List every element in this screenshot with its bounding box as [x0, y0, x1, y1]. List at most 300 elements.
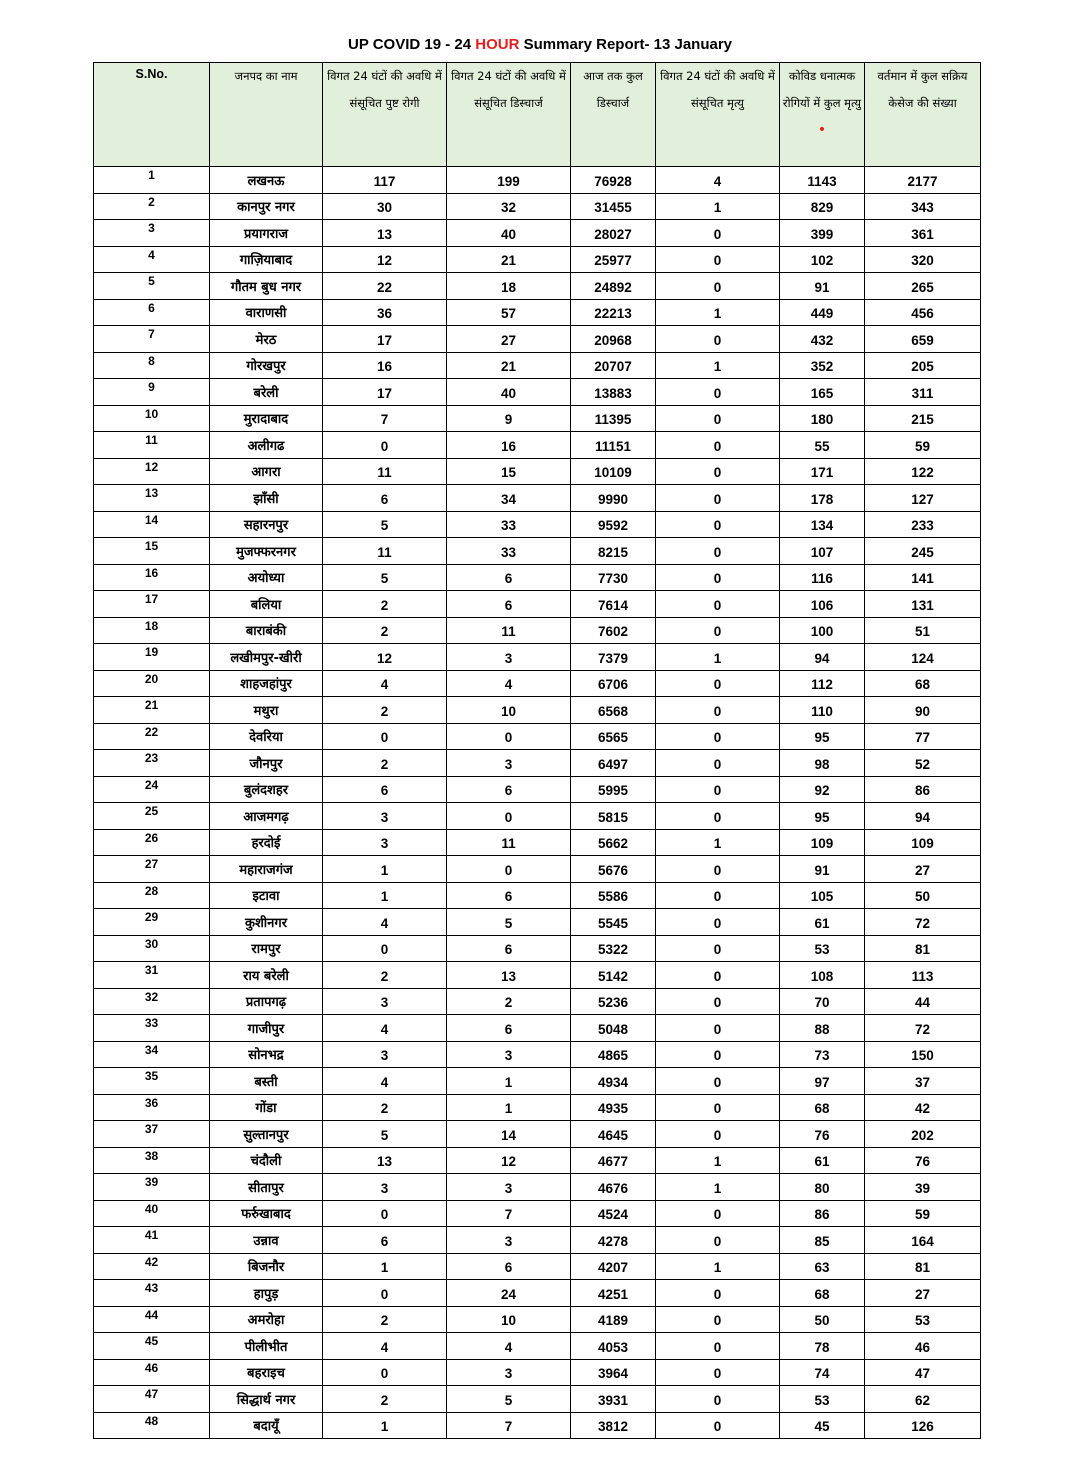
- cell-total-discharged: 5662: [571, 829, 656, 856]
- table-row: [94, 1386, 981, 1413]
- table-row: [94, 1015, 981, 1042]
- cell-active-cases: 150: [865, 1041, 981, 1068]
- cell-new-cases: 1: [323, 882, 447, 909]
- cell-deaths-24h: 1: [656, 1174, 780, 1201]
- cell-deaths-24h: 0: [656, 432, 780, 459]
- cell-district: फर्रुखाबाद: [210, 1200, 323, 1227]
- table-row: [94, 1280, 981, 1307]
- cell-deaths-24h: 0: [656, 697, 780, 724]
- cell-discharged-24h: 34: [447, 485, 571, 512]
- cell-new-cases: 3: [323, 988, 447, 1015]
- cell-discharged-24h: 3: [447, 1359, 571, 1386]
- cell-deaths-24h: 0: [656, 458, 780, 485]
- cell-discharged-24h: 199: [447, 167, 571, 194]
- cell-total-discharged: 4278: [571, 1227, 656, 1254]
- cell-district: इटावा: [210, 882, 323, 909]
- cell-total-discharged: 7614: [571, 591, 656, 618]
- title-part-3: Summary Report- 13 January: [519, 36, 733, 53]
- cell-sno: 9: [94, 379, 210, 406]
- cell-new-cases: 0: [323, 723, 447, 750]
- table-row: [94, 458, 981, 485]
- cell-district: झाँसी: [210, 485, 323, 512]
- table-row: [94, 829, 981, 856]
- cell-new-cases: 3: [323, 803, 447, 830]
- cell-deaths-24h: 0: [656, 776, 780, 803]
- cell-sno: 21: [94, 697, 210, 724]
- cell-district: आगरा: [210, 458, 323, 485]
- cell-sno: 19: [94, 644, 210, 671]
- cell-discharged-24h: 27: [447, 326, 571, 353]
- cell-active-cases: 72: [865, 909, 981, 936]
- table-row: [94, 962, 981, 989]
- cell-district: मुरादाबाद: [210, 405, 323, 432]
- cell-total-deaths: 70: [780, 988, 865, 1015]
- cell-sno: 33: [94, 1015, 210, 1042]
- cell-active-cases: 202: [865, 1121, 981, 1148]
- cell-sno: 25: [94, 803, 210, 830]
- cell-active-cases: 311: [865, 379, 981, 406]
- cell-total-discharged: 4053: [571, 1333, 656, 1360]
- cell-district: अमरोहा: [210, 1306, 323, 1333]
- cell-sno: 42: [94, 1253, 210, 1280]
- cell-total-deaths: 108: [780, 962, 865, 989]
- cell-deaths-24h: 0: [656, 485, 780, 512]
- cell-sno: 47: [94, 1386, 210, 1413]
- cell-total-discharged: 11151: [571, 432, 656, 459]
- cell-total-deaths: 95: [780, 803, 865, 830]
- cell-sno: 35: [94, 1068, 210, 1095]
- cell-new-cases: 2: [323, 617, 447, 644]
- cell-new-cases: 4: [323, 1333, 447, 1360]
- cell-total-discharged: 4677: [571, 1147, 656, 1174]
- cell-discharged-24h: 5: [447, 909, 571, 936]
- header-discharged-24h: विगत 24 घंटों की अवधि में संसूचित डिस्चार्ज: [447, 63, 571, 167]
- cell-discharged-24h: 16: [447, 432, 571, 459]
- cell-total-deaths: 53: [780, 935, 865, 962]
- cell-district: रामपुर: [210, 935, 323, 962]
- table-row: [94, 564, 981, 591]
- cell-total-deaths: 399: [780, 220, 865, 247]
- cell-sno: 3: [94, 220, 210, 247]
- cell-total-deaths: 102: [780, 246, 865, 273]
- cell-discharged-24h: 3: [447, 1227, 571, 1254]
- cell-total-deaths: 95: [780, 723, 865, 750]
- cell-new-cases: 11: [323, 538, 447, 565]
- header-deaths-24h: विगत 24 घंटों की अवधि में संसूचित मृत्यु: [656, 63, 780, 167]
- cell-active-cases: 320: [865, 246, 981, 273]
- cell-total-discharged: 6497: [571, 750, 656, 777]
- cell-district: सिद्धार्थ नगर: [210, 1386, 323, 1413]
- cell-new-cases: 4: [323, 1068, 447, 1095]
- cell-district: गौतम बुध नगर: [210, 273, 323, 300]
- cell-total-deaths: 165: [780, 379, 865, 406]
- cell-new-cases: 117: [323, 167, 447, 194]
- cell-total-discharged: 7602: [571, 617, 656, 644]
- table-row: [94, 432, 981, 459]
- cell-district: महाराजगंज: [210, 856, 323, 883]
- cell-discharged-24h: 18: [447, 273, 571, 300]
- cell-active-cases: 164: [865, 1227, 981, 1254]
- cell-discharged-24h: 10: [447, 697, 571, 724]
- cell-total-discharged: 4207: [571, 1253, 656, 1280]
- cell-total-discharged: 5586: [571, 882, 656, 909]
- cell-district: मेरठ: [210, 326, 323, 353]
- cell-active-cases: 59: [865, 1200, 981, 1227]
- cell-total-deaths: 107: [780, 538, 865, 565]
- title-hour-highlight: HOUR: [475, 36, 520, 53]
- cell-sno: 15: [94, 538, 210, 565]
- cell-active-cases: 53: [865, 1306, 981, 1333]
- cell-district: उन्नाव: [210, 1227, 323, 1254]
- cell-total-deaths: 1143: [780, 167, 865, 194]
- cell-new-cases: 3: [323, 1174, 447, 1201]
- cell-new-cases: 3: [323, 829, 447, 856]
- cell-active-cases: 47: [865, 1359, 981, 1386]
- cell-new-cases: 30: [323, 193, 447, 220]
- cell-total-discharged: 4645: [571, 1121, 656, 1148]
- cell-deaths-24h: 0: [656, 750, 780, 777]
- table-row: [94, 352, 981, 379]
- cell-sno: 2: [94, 193, 210, 220]
- header-total-discharged: आज तक कुल डिस्चार्ज: [571, 63, 656, 167]
- table-row: [94, 485, 981, 512]
- cell-total-deaths: 55: [780, 432, 865, 459]
- cell-active-cases: 86: [865, 776, 981, 803]
- cell-total-deaths: 109: [780, 829, 865, 856]
- cell-discharged-24h: 14: [447, 1121, 571, 1148]
- cell-active-cases: 343: [865, 193, 981, 220]
- cell-deaths-24h: 0: [656, 511, 780, 538]
- cell-total-deaths: 106: [780, 591, 865, 618]
- cell-district: बलिया: [210, 591, 323, 618]
- cell-deaths-24h: 0: [656, 803, 780, 830]
- cell-discharged-24h: 5: [447, 1386, 571, 1413]
- table-row: [94, 909, 981, 936]
- table-row: [94, 1253, 981, 1280]
- cell-sno: 43: [94, 1280, 210, 1307]
- cell-discharged-24h: 9: [447, 405, 571, 432]
- cell-sno: 30: [94, 935, 210, 962]
- cell-sno: 1: [94, 167, 210, 194]
- cell-active-cases: 62: [865, 1386, 981, 1413]
- cell-total-deaths: 76: [780, 1121, 865, 1148]
- cell-sno: 31: [94, 962, 210, 989]
- cell-district: सोनभद्र: [210, 1041, 323, 1068]
- table-row: [94, 326, 981, 353]
- cell-total-deaths: 78: [780, 1333, 865, 1360]
- cell-deaths-24h: 0: [656, 1041, 780, 1068]
- cell-district: शाहजहांपुर: [210, 670, 323, 697]
- table-row: [94, 1121, 981, 1148]
- cell-total-discharged: 20707: [571, 352, 656, 379]
- cell-active-cases: 76: [865, 1147, 981, 1174]
- cell-district: गोरखपुर: [210, 352, 323, 379]
- cell-sno: 27: [94, 856, 210, 883]
- cell-total-deaths: 432: [780, 326, 865, 353]
- cell-discharged-24h: 6: [447, 591, 571, 618]
- cell-deaths-24h: 0: [656, 379, 780, 406]
- table-row: [94, 856, 981, 883]
- cell-sno: 8: [94, 352, 210, 379]
- cell-sno: 5: [94, 273, 210, 300]
- cell-deaths-24h: 0: [656, 1121, 780, 1148]
- cell-discharged-24h: 7: [447, 1412, 571, 1439]
- cell-deaths-24h: 0: [656, 1068, 780, 1095]
- table-row: [94, 193, 981, 220]
- cell-total-discharged: 7730: [571, 564, 656, 591]
- cell-total-deaths: 68: [780, 1094, 865, 1121]
- table-row: [94, 1306, 981, 1333]
- cell-deaths-24h: 0: [656, 220, 780, 247]
- cell-new-cases: 0: [323, 1280, 447, 1307]
- cell-deaths-24h: 0: [656, 1094, 780, 1121]
- cell-district: बरेली: [210, 379, 323, 406]
- cell-deaths-24h: 0: [656, 246, 780, 273]
- cell-district: हापुड़: [210, 1280, 323, 1307]
- cell-total-discharged: 4676: [571, 1174, 656, 1201]
- cell-deaths-24h: 0: [656, 988, 780, 1015]
- cell-new-cases: 2: [323, 750, 447, 777]
- cell-district: मुजफ्फरनगर: [210, 538, 323, 565]
- header-row: [94, 63, 981, 167]
- cell-new-cases: 2: [323, 1386, 447, 1413]
- cell-sno: 40: [94, 1200, 210, 1227]
- cell-district: प्रयागराज: [210, 220, 323, 247]
- cell-discharged-24h: 6: [447, 882, 571, 909]
- cell-total-discharged: 5995: [571, 776, 656, 803]
- cell-deaths-24h: 1: [656, 644, 780, 671]
- cell-discharged-24h: 4: [447, 670, 571, 697]
- cell-total-discharged: 8215: [571, 538, 656, 565]
- cell-new-cases: 2: [323, 962, 447, 989]
- header-active-cases: वर्तमान में कुल सक्रिय केसेज की संख्या: [865, 63, 981, 167]
- cell-deaths-24h: 0: [656, 882, 780, 909]
- cell-sno: 46: [94, 1359, 210, 1386]
- cell-deaths-24h: 1: [656, 352, 780, 379]
- cell-active-cases: 361: [865, 220, 981, 247]
- cell-sno: 29: [94, 909, 210, 936]
- cell-sno: 4: [94, 246, 210, 273]
- cell-discharged-24h: 11: [447, 829, 571, 856]
- table-row: [94, 1359, 981, 1386]
- cell-new-cases: 0: [323, 935, 447, 962]
- cell-discharged-24h: 3: [447, 750, 571, 777]
- cell-total-discharged: 13883: [571, 379, 656, 406]
- cell-new-cases: 4: [323, 670, 447, 697]
- cell-active-cases: 215: [865, 405, 981, 432]
- cell-new-cases: 2: [323, 1094, 447, 1121]
- cell-active-cases: 659: [865, 326, 981, 353]
- cell-new-cases: 3: [323, 1041, 447, 1068]
- cell-active-cases: 68: [865, 670, 981, 697]
- cell-sno: 36: [94, 1094, 210, 1121]
- cell-active-cases: 127: [865, 485, 981, 512]
- cell-total-deaths: 85: [780, 1227, 865, 1254]
- cell-district: सहारनपुर: [210, 511, 323, 538]
- cell-active-cases: 51: [865, 617, 981, 644]
- cell-active-cases: 50: [865, 882, 981, 909]
- cell-discharged-24h: 57: [447, 299, 571, 326]
- cell-discharged-24h: 6: [447, 935, 571, 962]
- cell-active-cases: 456: [865, 299, 981, 326]
- cell-total-deaths: 63: [780, 1253, 865, 1280]
- cell-district: सुल्तानपुर: [210, 1121, 323, 1148]
- cell-total-discharged: 5048: [571, 1015, 656, 1042]
- table-row: [94, 776, 981, 803]
- cell-discharged-24h: 2: [447, 988, 571, 1015]
- cell-active-cases: 81: [865, 1253, 981, 1280]
- cell-discharged-24h: 40: [447, 220, 571, 247]
- table-row: [94, 1412, 981, 1439]
- cell-discharged-24h: 21: [447, 352, 571, 379]
- cell-total-deaths: 91: [780, 856, 865, 883]
- cell-discharged-24h: 11: [447, 617, 571, 644]
- cell-deaths-24h: 1: [656, 299, 780, 326]
- cell-total-discharged: 7379: [571, 644, 656, 671]
- cell-active-cases: 27: [865, 1280, 981, 1307]
- cell-total-discharged: 28027: [571, 220, 656, 247]
- cell-district: अयोध्या: [210, 564, 323, 591]
- cell-total-deaths: 100: [780, 617, 865, 644]
- cell-total-deaths: 110: [780, 697, 865, 724]
- table-row: [94, 246, 981, 273]
- cell-district: पीलीभीत: [210, 1333, 323, 1360]
- cell-deaths-24h: 0: [656, 1306, 780, 1333]
- cell-total-discharged: 3812: [571, 1412, 656, 1439]
- cell-discharged-24h: 3: [447, 1041, 571, 1068]
- cell-deaths-24h: 0: [656, 670, 780, 697]
- cell-discharged-24h: 3: [447, 1174, 571, 1201]
- cell-total-deaths: 74: [780, 1359, 865, 1386]
- cell-total-discharged: 4935: [571, 1094, 656, 1121]
- cell-active-cases: 245: [865, 538, 981, 565]
- cell-district: अलीगढ: [210, 432, 323, 459]
- cell-active-cases: 42: [865, 1094, 981, 1121]
- cell-total-discharged: 5545: [571, 909, 656, 936]
- cell-total-discharged: 25977: [571, 246, 656, 273]
- cell-total-discharged: 3964: [571, 1359, 656, 1386]
- table-row: [94, 750, 981, 777]
- cell-discharged-24h: 0: [447, 803, 571, 830]
- report-title: [0, 36, 1080, 53]
- cell-district: वाराणसी: [210, 299, 323, 326]
- cell-new-cases: 4: [323, 1015, 447, 1042]
- cell-active-cases: 122: [865, 458, 981, 485]
- cell-new-cases: 0: [323, 1200, 447, 1227]
- cell-total-deaths: 92: [780, 776, 865, 803]
- cell-discharged-24h: 6: [447, 1015, 571, 1042]
- cell-sno: 44: [94, 1306, 210, 1333]
- cell-new-cases: 11: [323, 458, 447, 485]
- cell-discharged-24h: 1: [447, 1094, 571, 1121]
- cell-discharged-24h: 6: [447, 1253, 571, 1280]
- cell-active-cases: 77: [865, 723, 981, 750]
- cell-total-discharged: 76928: [571, 167, 656, 194]
- cell-deaths-24h: 0: [656, 1200, 780, 1227]
- cell-total-deaths: 68: [780, 1280, 865, 1307]
- cell-active-cases: 113: [865, 962, 981, 989]
- cell-sno: 22: [94, 723, 210, 750]
- cell-district: कानपुर नगर: [210, 193, 323, 220]
- cell-new-cases: 16: [323, 352, 447, 379]
- cell-discharged-24h: 24: [447, 1280, 571, 1307]
- cell-new-cases: 2: [323, 697, 447, 724]
- cell-discharged-24h: 0: [447, 856, 571, 883]
- cell-new-cases: 1: [323, 1253, 447, 1280]
- table-row: [94, 1147, 981, 1174]
- cell-district: बस्ती: [210, 1068, 323, 1095]
- cell-active-cases: 72: [865, 1015, 981, 1042]
- cell-total-deaths: 134: [780, 511, 865, 538]
- table-row: [94, 723, 981, 750]
- cell-district: प्रतापगढ़: [210, 988, 323, 1015]
- table-row: [94, 1200, 981, 1227]
- table-row: [94, 220, 981, 247]
- cell-discharged-24h: 21: [447, 246, 571, 273]
- cell-sno: 38: [94, 1147, 210, 1174]
- header-total-deaths-label: कोविड धनात्मक रोगियों में कुल मृत्यु: [782, 69, 862, 110]
- cell-total-discharged: 5815: [571, 803, 656, 830]
- cell-new-cases: 13: [323, 220, 447, 247]
- cell-active-cases: 233: [865, 511, 981, 538]
- cell-discharged-24h: 4: [447, 1333, 571, 1360]
- table-row: [94, 1333, 981, 1360]
- cell-active-cases: 81: [865, 935, 981, 962]
- table-row: [94, 1041, 981, 1068]
- cell-active-cases: 39: [865, 1174, 981, 1201]
- cell-new-cases: 17: [323, 379, 447, 406]
- cell-new-cases: 1: [323, 856, 447, 883]
- table-body: [94, 167, 981, 1439]
- cell-total-deaths: 50: [780, 1306, 865, 1333]
- cell-total-discharged: 4189: [571, 1306, 656, 1333]
- cell-district: गाज़ियाबाद: [210, 246, 323, 273]
- cell-sno: 28: [94, 882, 210, 909]
- cell-sno: 41: [94, 1227, 210, 1254]
- cell-total-deaths: 86: [780, 1200, 865, 1227]
- cell-total-discharged: 9990: [571, 485, 656, 512]
- cell-total-deaths: 80: [780, 1174, 865, 1201]
- cell-sno: 48: [94, 1412, 210, 1439]
- cell-active-cases: 90: [865, 697, 981, 724]
- cell-total-discharged: 5236: [571, 988, 656, 1015]
- cell-sno: 12: [94, 458, 210, 485]
- cell-district: बाराबंकी: [210, 617, 323, 644]
- cell-active-cases: 141: [865, 564, 981, 591]
- table-row: [94, 988, 981, 1015]
- cell-total-deaths: 94: [780, 644, 865, 671]
- cell-sno: 14: [94, 511, 210, 538]
- cell-deaths-24h: 0: [656, 1280, 780, 1307]
- cell-district: मथुरा: [210, 697, 323, 724]
- cell-deaths-24h: 0: [656, 1386, 780, 1413]
- table-row: [94, 1174, 981, 1201]
- cell-total-discharged: 5322: [571, 935, 656, 962]
- cell-total-discharged: 5676: [571, 856, 656, 883]
- cell-discharged-24h: 6: [447, 776, 571, 803]
- cell-deaths-24h: 0: [656, 962, 780, 989]
- table-row: [94, 935, 981, 962]
- cell-discharged-24h: 33: [447, 538, 571, 565]
- table-row: [94, 670, 981, 697]
- cell-total-deaths: 45: [780, 1412, 865, 1439]
- table-row: [94, 617, 981, 644]
- cell-new-cases: 0: [323, 432, 447, 459]
- cell-active-cases: 44: [865, 988, 981, 1015]
- cell-total-discharged: 3931: [571, 1386, 656, 1413]
- cell-total-deaths: 105: [780, 882, 865, 909]
- cell-new-cases: 12: [323, 644, 447, 671]
